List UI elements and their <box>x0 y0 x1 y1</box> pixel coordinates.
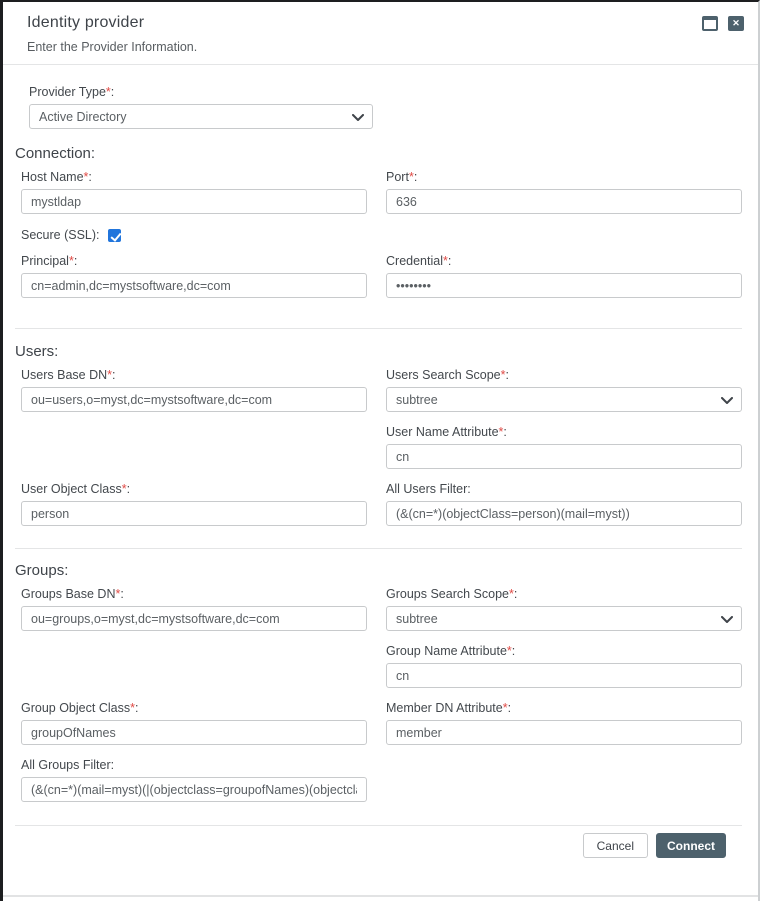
group-name-attribute-input[interactable] <box>386 663 742 688</box>
principal-input[interactable] <box>21 273 367 298</box>
section-divider <box>15 328 742 329</box>
secure-ssl-checkbox[interactable] <box>108 229 121 242</box>
window-controls <box>702 16 744 31</box>
provider-type-select[interactable] <box>29 104 373 129</box>
user-name-attribute-input[interactable] <box>386 444 742 469</box>
port-input[interactable] <box>386 189 742 214</box>
users-search-scope-label: Users Search Scope*: <box>386 368 509 382</box>
groups-base-dn-input[interactable] <box>21 606 367 631</box>
section-divider <box>15 548 742 549</box>
member-dn-attribute-input[interactable] <box>386 720 742 745</box>
cancel-button[interactable]: Cancel <box>583 833 648 858</box>
group-name-attribute-label: Group Name Attribute*: <box>386 644 516 658</box>
users-base-dn-input[interactable] <box>21 387 367 412</box>
provider-type-label: Provider Type*: <box>29 85 115 99</box>
maximize-icon[interactable] <box>702 16 718 31</box>
users-search-scope-select[interactable] <box>386 387 742 412</box>
user-object-class-label: User Object Class*: <box>21 482 131 496</box>
principal-label: Principal*: <box>21 254 78 268</box>
groups-search-scope-label: Groups Search Scope*: <box>386 587 518 601</box>
user-object-class-input[interactable] <box>21 501 367 526</box>
dialog-subtitle: Enter the Provider Information. <box>27 40 198 54</box>
credential-label: Credential*: <box>386 254 452 268</box>
connection-heading: Connection: <box>15 145 96 162</box>
all-users-filter-input[interactable] <box>386 501 742 526</box>
groups-base-dn-label: Groups Base DN*: <box>21 587 124 601</box>
secure-ssl-label: Secure (SSL): <box>21 228 100 242</box>
dialog-footer <box>15 825 742 858</box>
bottom-divider <box>3 895 758 897</box>
user-name-attribute-label: User Name Attribute*: <box>386 425 507 439</box>
close-icon[interactable]: ✕ <box>728 16 744 31</box>
host-name-label: Host Name*: <box>21 170 92 184</box>
users-heading: Users: <box>15 343 59 360</box>
host-name-input[interactable] <box>21 189 367 214</box>
member-dn-attribute-label: Member DN Attribute*: <box>386 701 512 715</box>
credential-input[interactable] <box>386 273 742 298</box>
groups-search-scope-select[interactable] <box>386 606 742 631</box>
group-object-class-input[interactable] <box>21 720 367 745</box>
connect-button[interactable]: Connect <box>656 833 726 858</box>
group-object-class-label: Group Object Class*: <box>21 701 139 715</box>
dialog-header <box>3 2 758 65</box>
all-users-filter-label: All Users Filter: <box>386 482 471 496</box>
groups-heading: Groups: <box>15 562 69 579</box>
port-label: Port*: <box>386 170 418 184</box>
all-groups-filter-label: All Groups Filter: <box>21 758 115 772</box>
all-groups-filter-input[interactable] <box>21 777 367 802</box>
users-base-dn-label: Users Base DN*: <box>21 368 116 382</box>
dialog-title: Identity provider <box>27 14 145 31</box>
